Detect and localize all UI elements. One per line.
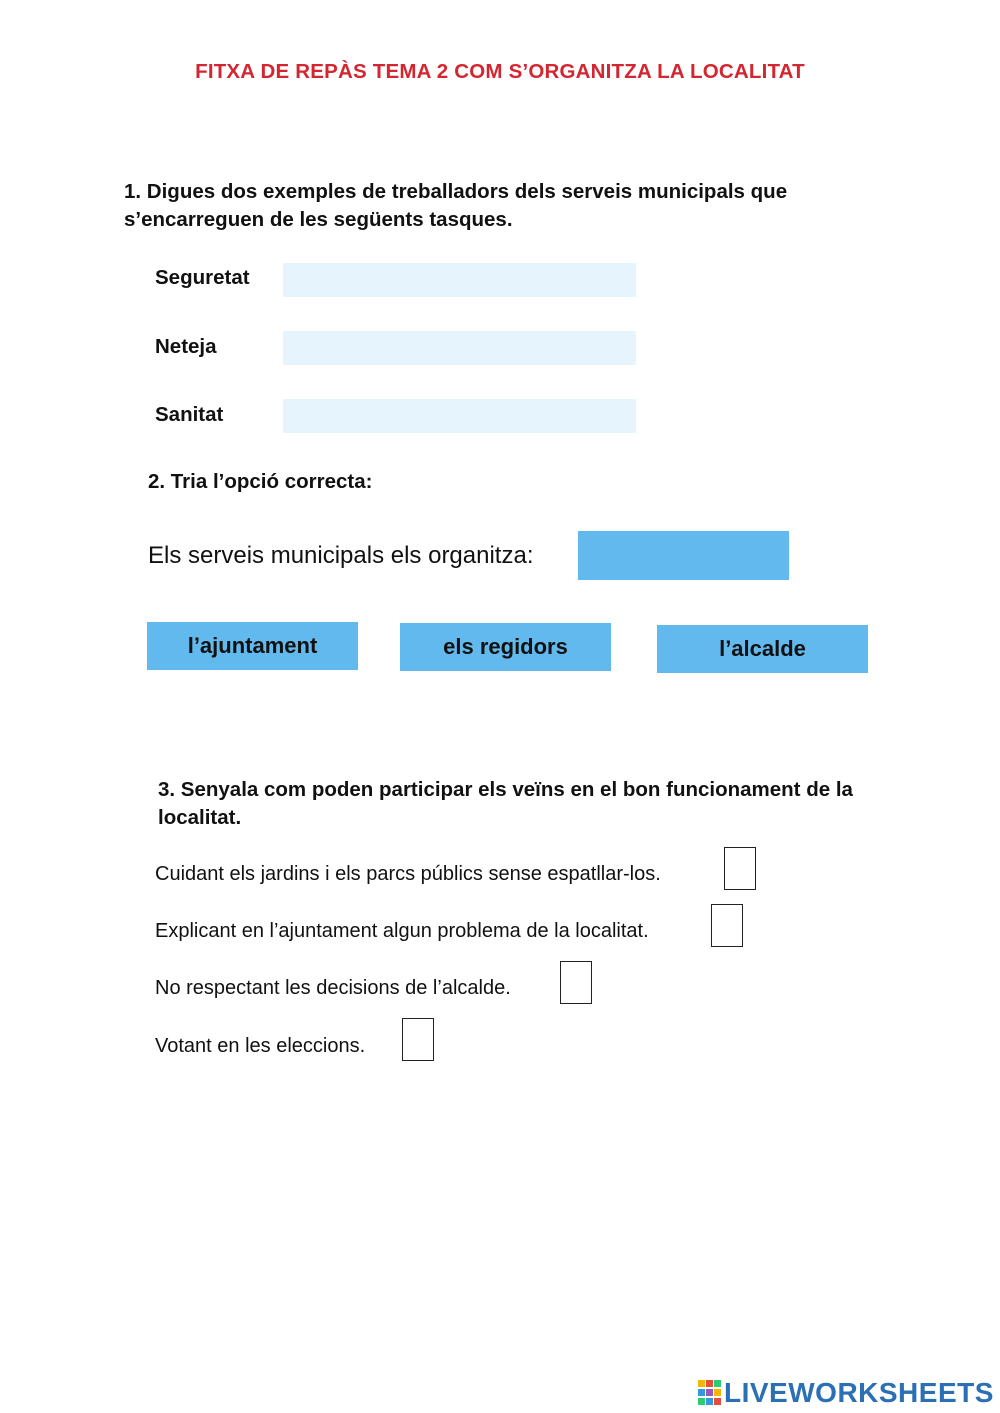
question-3 (158, 776, 958, 832)
question-1-line-2: s’encarreguen de les següents tasques. (124, 208, 513, 231)
question-1-line-1: 1. Digues dos exemples de treballadors dels serveis municipals que (124, 180, 788, 203)
question-3-line-2: localitat. (158, 806, 242, 829)
statement-3: No respectant les decisions de l’alcalde. (155, 977, 511, 999)
page-title: FITXA DE REPÀS TEMA 2 COM S’ORGANITZA LA LOCALITAT (195, 60, 805, 83)
label-sanitat: Sanitat (155, 403, 224, 426)
statement-4: Votant en les eleccions. (155, 1035, 366, 1057)
checkbox-2[interactable] (711, 904, 743, 947)
statement-1: Cuidant els jardins i els parcs públics sense espatllar-los. (155, 863, 661, 885)
question-1 (124, 178, 924, 234)
brand-name: LIVEWORKSHEETS (724, 1377, 994, 1408)
question-2-statement: Els serveis municipals els organitza: (148, 542, 534, 569)
sanitat-input[interactable] (283, 399, 636, 433)
checkbox-4[interactable] (402, 1018, 434, 1061)
option-ajuntament[interactable]: l’ajuntament (147, 622, 358, 670)
checkbox-3[interactable] (560, 961, 592, 1004)
label-neteja: Neteja (155, 335, 217, 358)
option-regidors[interactable]: els regidors (400, 623, 611, 671)
checkbox-1[interactable] (724, 847, 756, 890)
question-3-line-1: 3. Senyala com poden participar els veïns en el bon funcionament de la (158, 778, 853, 801)
answer-drop-zone[interactable] (578, 531, 789, 580)
statement-2: Explicant en l’ajuntament algun problema de la localitat. (155, 920, 649, 942)
seguretat-input[interactable] (283, 263, 636, 297)
neteja-input[interactable] (283, 331, 636, 365)
brand-logo (698, 1377, 994, 1409)
label-seguretat: Seguretat (155, 266, 250, 289)
brand-icon (698, 1380, 722, 1406)
question-2: 2. Tria l’opció correcta: (148, 470, 373, 493)
option-alcalde[interactable]: l’alcalde (657, 625, 868, 673)
